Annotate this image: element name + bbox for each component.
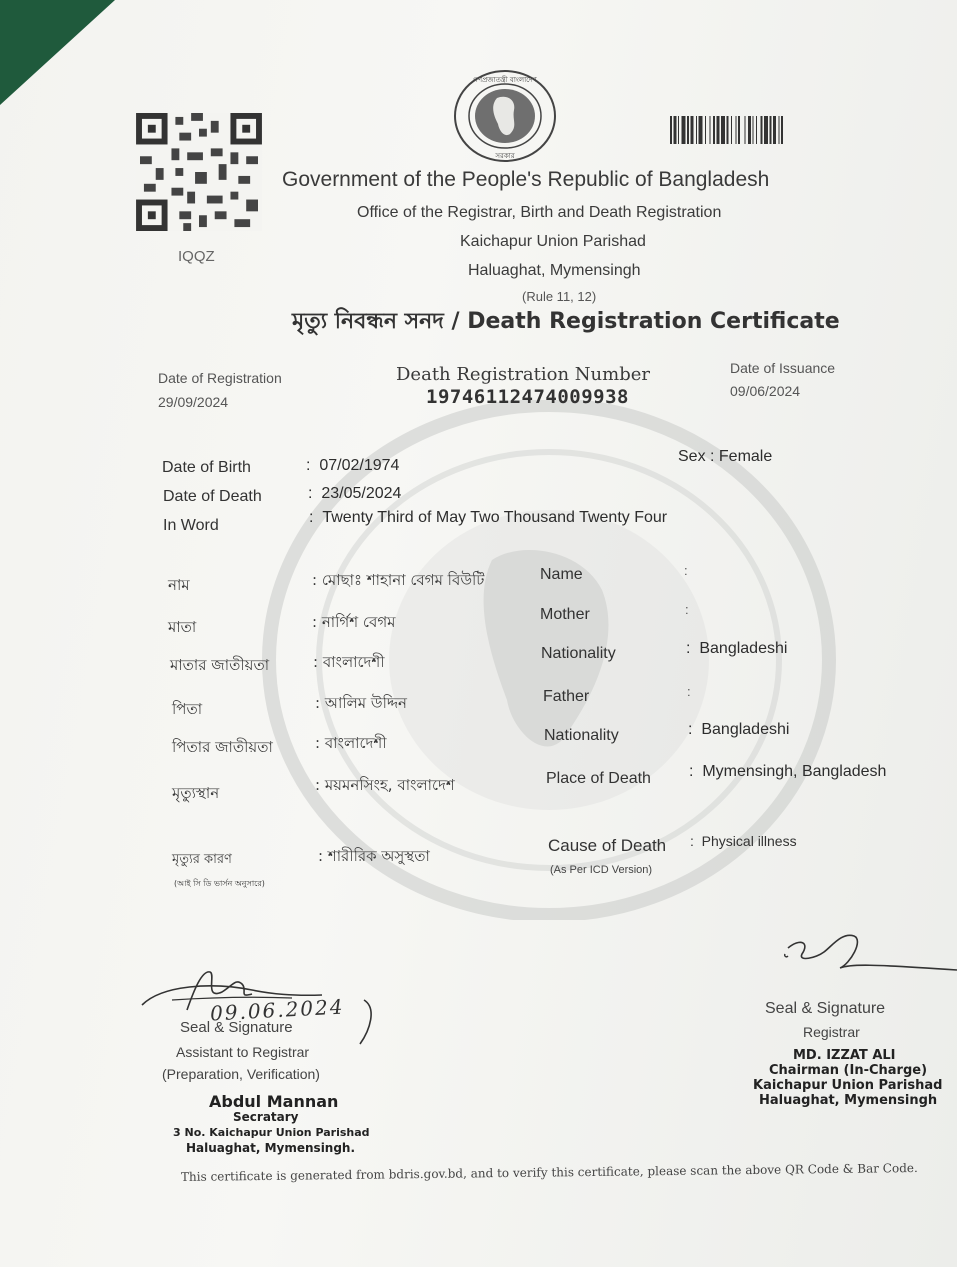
- mother-en-colon: :: [685, 602, 689, 617]
- father-bn-value: : আলিম উদ্দিন: [315, 694, 407, 712]
- left-stamp-org: 3 No. Kaichapur Union Parishad: [173, 1126, 370, 1139]
- green-corner: [0, 0, 115, 105]
- in-word-label: In Word: [163, 517, 219, 534]
- father-en-label: Father: [543, 688, 590, 705]
- mother-nationality-bn-value: : বাংলাদেশী: [313, 653, 385, 671]
- cause-bn-label: মৃত্যুর কারণ: [172, 852, 232, 867]
- left-seal-label: Seal & Signature: [180, 1019, 293, 1036]
- father-nationality-en-value: : Bangladeshi: [688, 721, 790, 738]
- mother-nationality-en-label: Nationality: [541, 645, 616, 662]
- sex-value: Sex : Female: [678, 448, 773, 465]
- cause-en-note: (As Per ICD Version): [550, 864, 653, 876]
- in-word-value: : Twenty Third of May Two Thousand Twenty Four: [309, 509, 668, 526]
- place-en-label: Place of Death: [546, 770, 651, 787]
- right-role: Registrar: [803, 1024, 860, 1040]
- mother-bn-value: : নার্গিশ বেগম: [312, 613, 396, 631]
- rule-text: (Rule 11, 12): [522, 289, 597, 304]
- dob-label: Date of Birth: [162, 459, 251, 476]
- father-en-colon: :: [687, 684, 691, 699]
- mother-en-label: Mother: [540, 606, 590, 623]
- mother-bn-label: মাতা: [168, 618, 197, 636]
- qr-code-text: IQQZ: [178, 248, 215, 265]
- right-stamp-org: Kaichapur Union Parishad: [753, 1078, 943, 1093]
- right-stamp-name: MD. IZZAT ALI: [793, 1048, 896, 1063]
- registration-number-value: 19746112474009938: [426, 386, 629, 408]
- left-stamp-title: Secratary: [233, 1110, 299, 1124]
- right-stamp-location: Haluaghat, Mymensingh: [759, 1093, 938, 1108]
- qr-code-icon[interactable]: [135, 113, 263, 231]
- place-en-value: : Mymensingh, Bangladesh: [689, 763, 887, 780]
- right-stamp-title: Chairman (In-Charge): [769, 1063, 928, 1078]
- cause-en-label: Cause of Death: [548, 836, 667, 855]
- certificate-title: মৃত্যু নিবন্ধন সনদ / Death Registration Certificate: [292, 309, 840, 334]
- dob-value: : 07/02/1974: [306, 457, 400, 474]
- svg-text:গণপ্রজাতন্ত্রী বাংলাদেশ: গণপ্রজাতন্ত্রী বাংলাদেশ: [473, 76, 537, 84]
- right-handwritten-signature-icon: [780, 928, 957, 988]
- mother-nationality-bn-label: মাতার জাতীয়তা: [170, 656, 270, 674]
- barcode-icon[interactable]: [670, 116, 895, 144]
- father-bn-label: পিতা: [172, 700, 203, 718]
- place-bn-label: মৃত্যুস্থান: [172, 784, 220, 802]
- left-role: Assistant to Registrar: [176, 1044, 310, 1060]
- government-heading: Government of the People's Republic of Bangladesh: [282, 168, 770, 191]
- left-stamp-name: Abdul Mannan: [209, 1092, 339, 1111]
- government-seal-icon: [452, 68, 558, 164]
- union-heading: Kaichapur Union Parishad: [460, 233, 646, 250]
- name-en-label: Name: [540, 566, 583, 583]
- father-nationality-en-label: Nationality: [544, 727, 619, 744]
- father-nationality-bn-label: পিতার জাতীয়তা: [172, 738, 273, 756]
- cause-bn-note: (আই সি ডি ভার্সন অনুসারে): [174, 879, 265, 888]
- mother-nationality-en-value: : Bangladeshi: [686, 640, 788, 657]
- office-heading: Office of the Registrar, Birth and Death Registration: [357, 204, 722, 221]
- registration-number-label: Death Registration Number: [396, 364, 650, 385]
- name-bn-label: নাম: [168, 576, 190, 594]
- dod-value: : 23/05/2024: [308, 485, 402, 502]
- right-seal-label: Seal & Signature: [765, 1000, 886, 1017]
- svg-text:সরকার: সরকার: [495, 152, 515, 160]
- cause-en-value: : Physical illness: [690, 833, 797, 849]
- date-of-issuance-value: 09/06/2024: [730, 383, 801, 399]
- left-role-detail: (Preparation, Verification): [162, 1066, 320, 1082]
- cause-bn-value: : শারীরিক অসুস্থতা: [318, 847, 430, 865]
- date-of-issuance-label: Date of Issuance: [730, 360, 836, 376]
- place-bn-value: : ময়মনসিংহ, বাংলাদেশ: [315, 776, 455, 794]
- name-bn-value: : মোছাঃ শাহানা বেগম বিউটি: [312, 571, 485, 589]
- date-of-registration-value: 29/09/2024: [158, 394, 229, 410]
- dod-label: Date of Death: [163, 488, 262, 505]
- left-stamp-location: Haluaghat, Mymensingh.: [186, 1141, 356, 1155]
- father-nationality-bn-value: : বাংলাদেশী: [315, 734, 387, 752]
- location-heading: Haluaghat, Mymensingh: [468, 262, 641, 279]
- date-of-registration-label: Date of Registration: [158, 370, 282, 386]
- handwritten-date: 09.06.2024: [209, 994, 346, 1026]
- name-en-colon: :: [684, 563, 688, 578]
- footer-note: This certificate is generated from bdris.gov.bd, and to verify this certificate, please scan the above QR Code & Bar Code.: [180, 1160, 918, 1184]
